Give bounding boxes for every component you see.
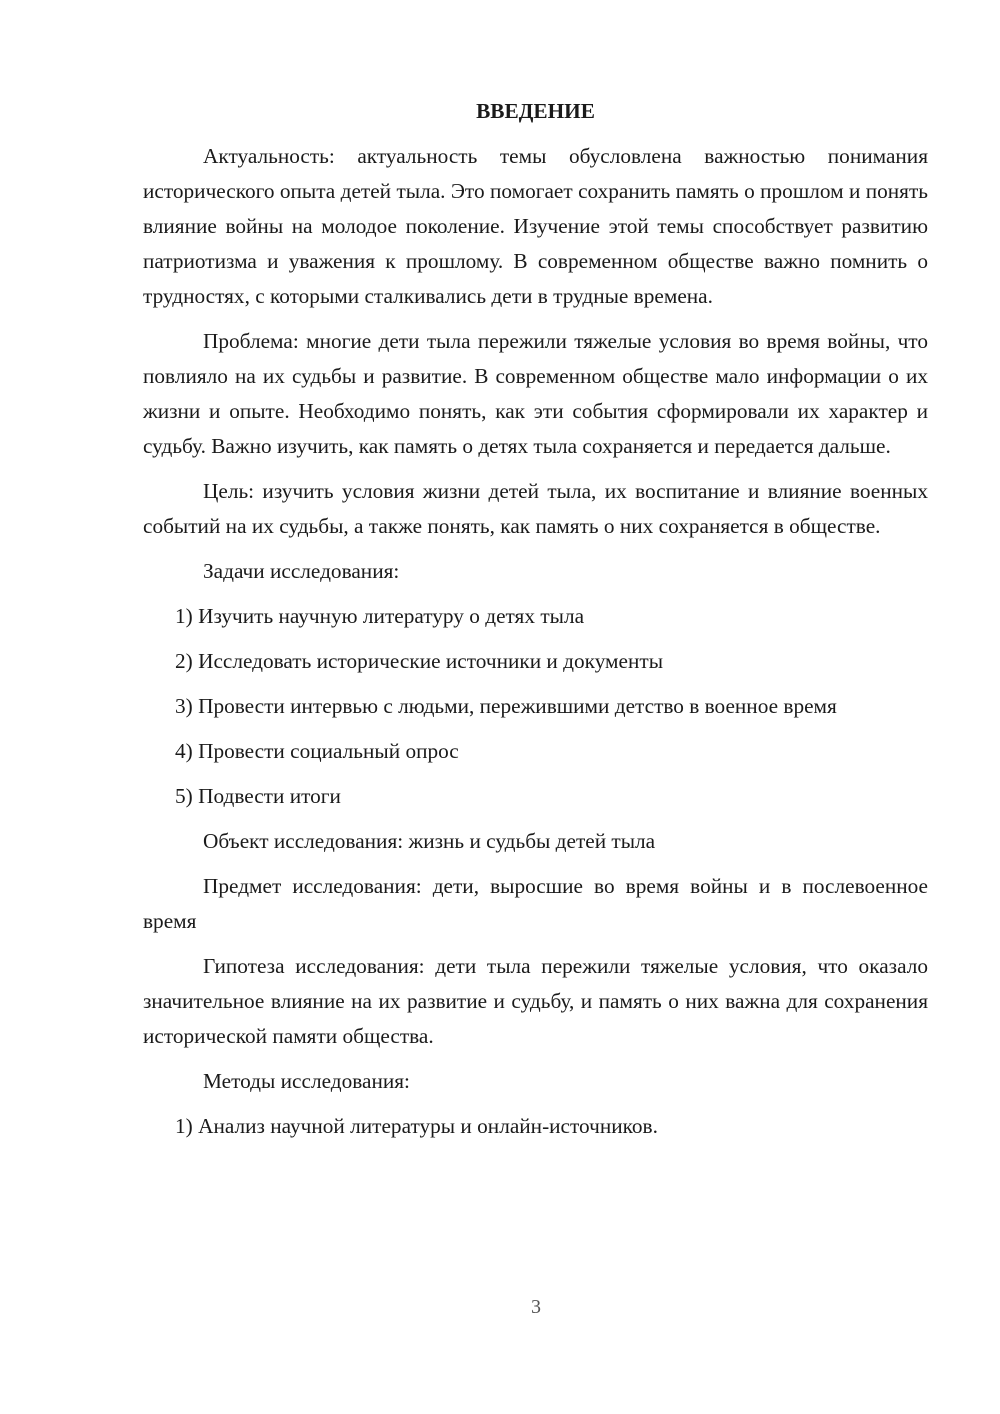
page-number: 3 — [531, 1296, 541, 1318]
task-item-3: 3) Провести интервью с людьми, пережившими детство в военное время — [175, 694, 837, 718]
task-item-2: 2) Исследовать исторические источники и документы — [175, 649, 663, 673]
method-item-1: 1) Анализ научной литературы и онлайн-источников. — [175, 1114, 658, 1138]
relevance-paragraph: Актуальность: актуальность темы обусловлена важностью понимания исторического опыта детей тыла. Это помогает сохранить память о прошлом и понять влияние войны на молодое поколение. Изучение этой темы способствует развитию патриотизма и уважения к прошлому. В современном обществе важно помнить о трудностях, с которыми сталкивались дети в трудные времена. — [143, 144, 928, 308]
task-item-5: 5) Подвести итоги — [175, 784, 341, 808]
task-item-1: 1) Изучить научную литературу о детях тыла — [175, 604, 585, 628]
object-paragraph: Объект исследования: жизнь и судьбы детей тыла — [203, 829, 656, 853]
section-heading: ВВЕДЕНИЕ — [476, 99, 595, 123]
task-item-4: 4) Провести социальный опрос — [175, 739, 459, 763]
hypothesis-paragraph: Гипотеза исследования: дети тыла пережили тяжелые условия, что оказало значительное влияние на их развитие и судьбу, и память о них важна для сохранения исторической памяти общества. — [143, 954, 928, 1048]
problem-paragraph: Проблема: многие дети тыла пережили тяжелые условия во время войны, что повлияло на их судьбы и развитие. В современном обществе мало информации о их жизни и опыте. Необходимо понять, как эти события сформировали их характер и судьбу. Важно изучить, как память о детях тыла сохраняется и передается дальше. — [143, 329, 928, 458]
goal-paragraph: Цель: изучить условия жизни детей тыла, их воспитание и влияние военных событий на их судьбы, а также понять, как память о них сохраняется в обществе. — [143, 479, 928, 538]
subject-paragraph: Предмет исследования: дети, выросшие во время войны и в послевоенное время — [143, 874, 928, 933]
document-page — [143, 94, 928, 1154]
tasks-label: Задачи исследования: — [203, 559, 400, 583]
methods-label: Методы исследования: — [203, 1069, 410, 1093]
